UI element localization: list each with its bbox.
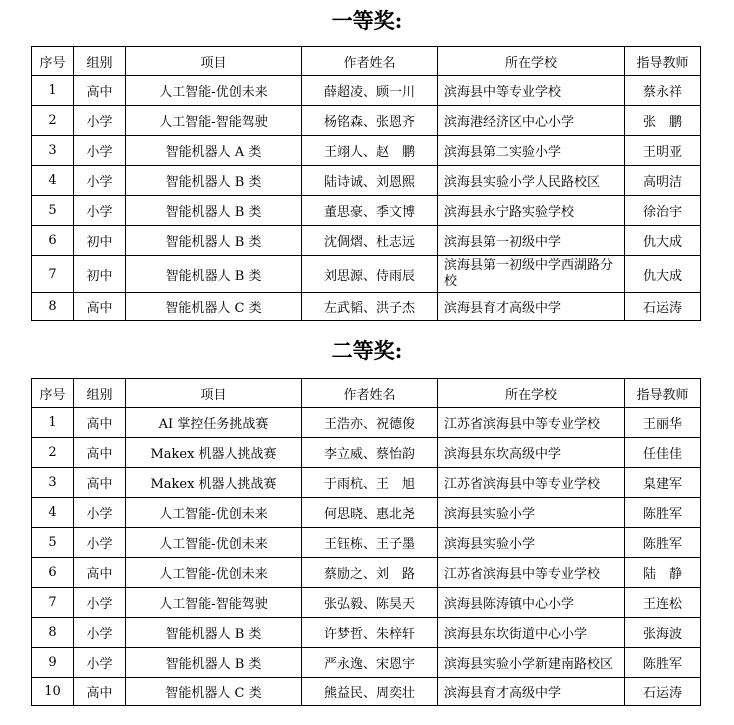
cell-no: 3 — [32, 468, 74, 498]
cell-no: 4 — [32, 498, 74, 528]
cell-teacher: 王丽华 — [625, 408, 701, 438]
cell-project: 人工智能-优创未来 — [126, 558, 302, 588]
cell-authors: 左武韬、洪子杰 — [302, 293, 438, 321]
cell-group: 高中 — [74, 408, 126, 438]
cell-authors: 刘思源、侍雨辰 — [302, 256, 438, 293]
cell-teacher: 仇大成 — [625, 226, 701, 256]
cell-no: 8 — [32, 293, 74, 321]
cell-school: 滨海县永宁路实验学校 — [438, 196, 625, 226]
cell-authors: 陆诗诚、刘恩熙 — [302, 166, 438, 196]
col-header-authors: 作者姓名 — [302, 47, 438, 76]
cell-group: 高中 — [74, 468, 126, 498]
cell-project: 人工智能-优创未来 — [126, 76, 302, 106]
cell-teacher: 王连松 — [625, 588, 701, 618]
cell-authors: 沈倜熠、杜志远 — [302, 226, 438, 256]
col-header-project: 项目 — [126, 47, 302, 76]
cell-no: 6 — [32, 558, 74, 588]
cell-school: 滨海县育才高级中学 — [438, 678, 625, 706]
cell-group: 高中 — [74, 293, 126, 321]
cell-authors: 蔡励之、刘 路 — [302, 558, 438, 588]
cell-authors: 董思豪、季文博 — [302, 196, 438, 226]
cell-authors: 李立威、蔡怡韵 — [302, 438, 438, 468]
cell-project: AI 掌控任务挑战赛 — [126, 408, 302, 438]
cell-project: 智能机器人 B 类 — [126, 648, 302, 678]
cell-project: 智能机器人 B 类 — [126, 196, 302, 226]
table-row — [32, 588, 701, 618]
table-row — [32, 196, 701, 226]
cell-school: 滨海县陈涛镇中心小学 — [438, 588, 625, 618]
cell-school: 滨海县实验小学 — [438, 528, 625, 558]
cell-teacher: 陈胜军 — [625, 528, 701, 558]
cell-group: 小学 — [74, 196, 126, 226]
table-row — [32, 106, 701, 136]
cell-teacher: 石运涛 — [625, 293, 701, 321]
cell-teacher: 蔡永祥 — [625, 76, 701, 106]
cell-authors: 严永逸、宋恩宇 — [302, 648, 438, 678]
cell-teacher: 张 鹏 — [625, 106, 701, 136]
cell-school: 滨海县东坎高级中学 — [438, 438, 625, 468]
cell-school: 滨海县实验小学 — [438, 498, 625, 528]
cell-authors: 杨铭森、张恩齐 — [302, 106, 438, 136]
table-row — [32, 438, 701, 468]
cell-authors: 熊益民、周奕壮 — [302, 678, 438, 706]
col-header-teacher: 指导教师 — [625, 379, 701, 408]
cell-school: 江苏省滨海县中等专业学校 — [438, 558, 625, 588]
cell-group: 高中 — [74, 558, 126, 588]
cell-project: 智能机器人 C 类 — [126, 293, 302, 321]
cell-no: 3 — [32, 136, 74, 166]
cell-project: 智能机器人 B 类 — [126, 166, 302, 196]
table-row — [32, 618, 701, 648]
cell-school: 滨海县第一初级中学 — [438, 226, 625, 256]
cell-school: 江苏省滨海县中等专业学校 — [438, 408, 625, 438]
cell-teacher: 高明洁 — [625, 166, 701, 196]
table-row — [32, 136, 701, 166]
cell-authors: 王浩亦、祝德俊 — [302, 408, 438, 438]
cell-no: 5 — [32, 196, 74, 226]
cell-group: 小学 — [74, 648, 126, 678]
cell-teacher: 臬建军 — [625, 468, 701, 498]
cell-no: 2 — [32, 106, 74, 136]
cell-authors: 许梦哲、朱梓轩 — [302, 618, 438, 648]
cell-no: 2 — [32, 438, 74, 468]
cell-no: 6 — [32, 226, 74, 256]
cell-no: 10 — [32, 678, 74, 706]
second-prize-table — [31, 378, 701, 706]
col-header-group: 组别 — [74, 47, 126, 76]
table-row — [32, 256, 701, 293]
cell-group: 小学 — [74, 166, 126, 196]
cell-no: 1 — [32, 76, 74, 106]
cell-group: 高中 — [74, 678, 126, 706]
cell-project: 人工智能-智能驾驶 — [126, 106, 302, 136]
cell-school: 滨海县实验小学人民路校区 — [438, 166, 625, 196]
table-row — [32, 678, 701, 706]
cell-authors: 王翊人、赵 鹏 — [302, 136, 438, 166]
col-header-no: 序号 — [32, 379, 74, 408]
cell-group: 高中 — [74, 76, 126, 106]
cell-school: 滨海县第二实验小学 — [438, 136, 625, 166]
first-prize-heading: 一等奖: — [331, 8, 403, 33]
second-prize-heading: 二等奖: — [331, 338, 403, 363]
cell-no: 7 — [32, 588, 74, 618]
cell-authors: 薛超凌、顾一川 — [302, 76, 438, 106]
cell-no: 7 — [32, 256, 74, 293]
col-header-authors: 作者姓名 — [302, 379, 438, 408]
cell-group: 高中 — [74, 438, 126, 468]
cell-project: Makex 机器人挑战赛 — [126, 468, 302, 498]
cell-group: 小学 — [74, 588, 126, 618]
cell-teacher: 王明亚 — [625, 136, 701, 166]
col-header-no: 序号 — [32, 47, 74, 76]
cell-group: 初中 — [74, 226, 126, 256]
cell-project: 智能机器人 A 类 — [126, 136, 302, 166]
cell-group: 小学 — [74, 618, 126, 648]
cell-teacher: 陈胜军 — [625, 648, 701, 678]
cell-group: 小学 — [74, 498, 126, 528]
cell-project: 智能机器人 B 类 — [126, 256, 302, 293]
table-row — [32, 648, 701, 678]
first-prize-table — [31, 46, 701, 321]
table-row — [32, 558, 701, 588]
cell-project: 人工智能-优创未来 — [126, 528, 302, 558]
cell-no: 5 — [32, 528, 74, 558]
cell-project: Makex 机器人挑战赛 — [126, 438, 302, 468]
col-header-school: 所在学校 — [438, 47, 625, 76]
cell-group: 小学 — [74, 106, 126, 136]
table-row — [32, 76, 701, 106]
table-header-row — [32, 47, 701, 76]
table-row — [32, 293, 701, 321]
cell-no: 8 — [32, 618, 74, 648]
cell-authors: 于雨杭、王 旭 — [302, 468, 438, 498]
col-header-project: 项目 — [126, 379, 302, 408]
cell-teacher: 任佳佳 — [625, 438, 701, 468]
col-header-group: 组别 — [74, 379, 126, 408]
cell-teacher: 仇大成 — [625, 256, 701, 293]
cell-teacher: 陈胜军 — [625, 498, 701, 528]
cell-group: 小学 — [74, 528, 126, 558]
cell-school: 滨海县东坎街道中心小学 — [438, 618, 625, 648]
cell-teacher: 石运涛 — [625, 678, 701, 706]
cell-authors: 张弘毅、陈昊天 — [302, 588, 438, 618]
table-header-row — [32, 379, 701, 408]
cell-project: 智能机器人 C 类 — [126, 678, 302, 706]
table-row — [32, 166, 701, 196]
table-row — [32, 498, 701, 528]
cell-school: 滨海县实验小学新建南路校区 — [438, 648, 625, 678]
table-row — [32, 528, 701, 558]
cell-project: 人工智能-智能驾驶 — [126, 588, 302, 618]
cell-school: 滨海县育才高级中学 — [438, 293, 625, 321]
table-row — [32, 226, 701, 256]
cell-group: 初中 — [74, 256, 126, 293]
cell-school: 滨海县中等专业学校 — [438, 76, 625, 106]
col-header-school: 所在学校 — [438, 379, 625, 408]
table-row — [32, 468, 701, 498]
cell-school: 江苏省滨海县中等专业学校 — [438, 468, 625, 498]
cell-group: 小学 — [74, 136, 126, 166]
cell-project: 智能机器人 B 类 — [126, 226, 302, 256]
cell-authors: 王钰栋、王子墨 — [302, 528, 438, 558]
cell-project: 智能机器人 B 类 — [126, 618, 302, 648]
cell-no: 1 — [32, 408, 74, 438]
cell-teacher: 陆 静 — [625, 558, 701, 588]
cell-no: 4 — [32, 166, 74, 196]
col-header-teacher: 指导教师 — [625, 47, 701, 76]
cell-teacher: 张海波 — [625, 618, 701, 648]
cell-school: 滨海港经济区中心小学 — [438, 106, 625, 136]
table-row — [32, 408, 701, 438]
cell-teacher: 徐治宇 — [625, 196, 701, 226]
cell-school: 滨海县第一初级中学西湖路分校 — [438, 256, 625, 293]
cell-no: 9 — [32, 648, 74, 678]
cell-project: 人工智能-优创未来 — [126, 498, 302, 528]
cell-authors: 何思晓、惠北尧 — [302, 498, 438, 528]
